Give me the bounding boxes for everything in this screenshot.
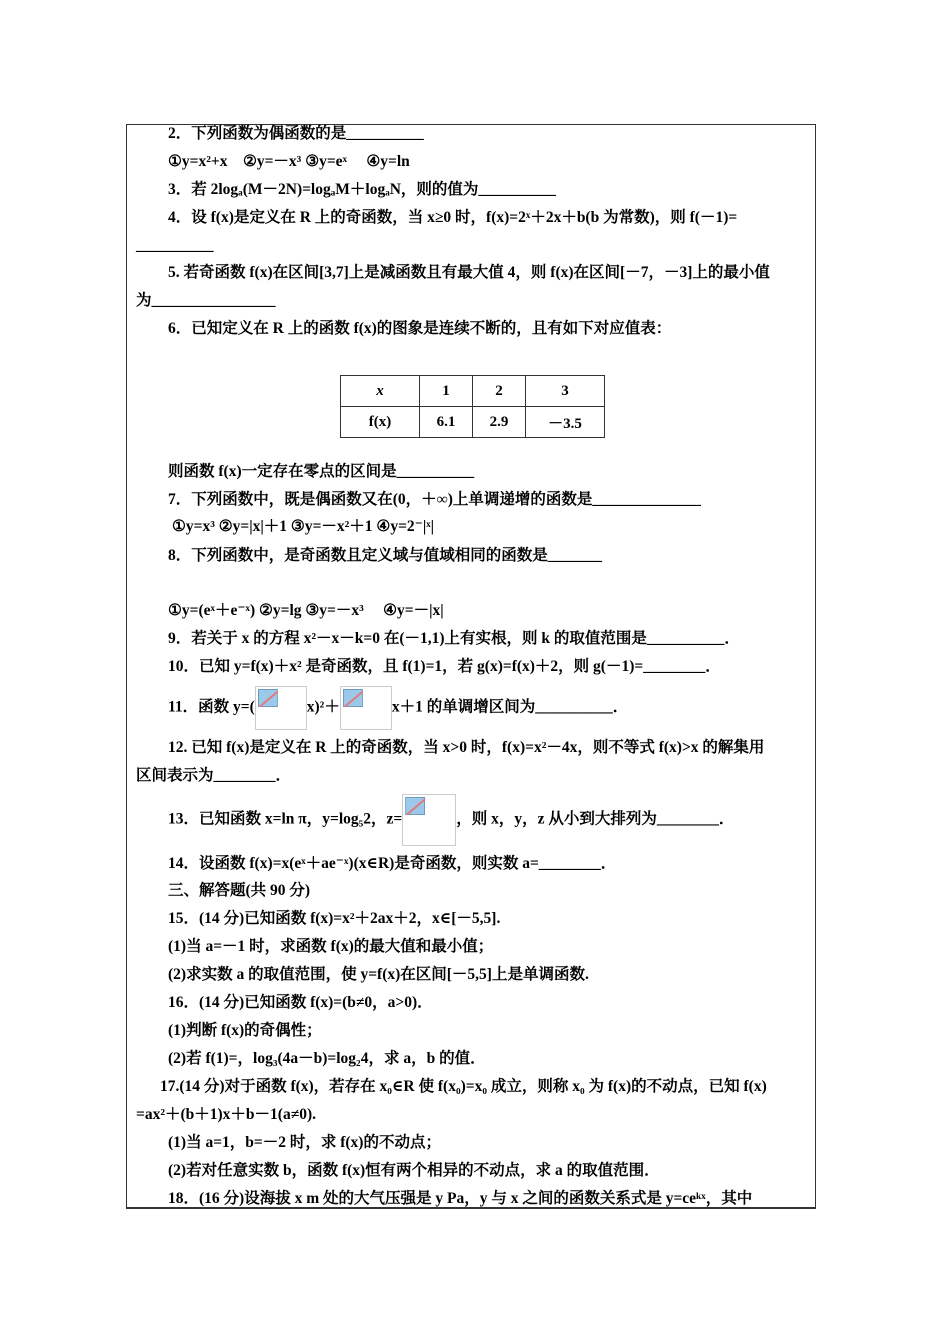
- table-cell: 3: [526, 376, 605, 407]
- q7-options: ①y=x³ ②y=|x|＋1 ③y=－x²＋1 ④y=2⁻|ˣ|: [172, 518, 435, 535]
- q2: 2．下列函数为偶函数的是__________: [168, 125, 424, 142]
- table-cell: 1: [420, 376, 473, 407]
- q5-cont: 为________________: [136, 292, 276, 309]
- q17-cont: =ax²＋(b＋1)x＋b－1(a≠0).: [136, 1106, 316, 1123]
- q10: 10．已知 y=f(x)＋x² 是奇函数，且 f(1)=1，若 g(x)=f(x)＋2，则 g(－1)=________．: [168, 658, 721, 675]
- table-cell: f(x): [341, 407, 420, 438]
- table-cell: 2.9: [473, 407, 526, 438]
- section-heading: 三、解答题(共 90 分): [168, 882, 311, 899]
- q16-part2: (2)若 f(1)=，log₃(4a－b)=log₂4，求 a，b 的值．: [168, 1050, 486, 1067]
- q9: 9．若关于 x 的方程 x²－x－k=0 在(－1,1)上有实根，则 k 的取值范围是__________．: [168, 630, 740, 647]
- q14: 14．设函数 f(x)=x(eˣ＋ae⁻ˣ)(x∈R)是奇函数，则实数 a=________．: [168, 855, 617, 872]
- q8: 8．下列函数中，是奇函数且定义域与值域相同的函数是_______: [168, 547, 603, 564]
- q11: [168, 686, 628, 730]
- q4: 4．设 f(x)是定义在 R 上的奇函数，当 x≥0 时，f(x)=2ˣ＋2x＋b(b 为常数)，则 f(－1)=: [168, 209, 738, 226]
- q18: 18．(16 分)设海拔 x m 处的大气压强是 y Pa，y 与 x 之间的函数关系式是 y=ceᵏˣ，其中: [168, 1190, 753, 1207]
- table-row: [341, 376, 605, 407]
- q11-text-c: x＋1 的单调增区间为__________．: [391, 698, 629, 716]
- q15-part1: (1)当 a=－1 时，求函数 f(x)的最大值和最小值；: [168, 938, 494, 955]
- q12: 12. 已知 f(x)是定义在 R 上的奇函数，当 x>0 时，f(x)=x²－4x，则不等式 f(x)>x 的解集用: [168, 739, 765, 756]
- broken-image-icon: [340, 686, 392, 730]
- q4-blank: __________: [136, 237, 214, 254]
- q3: 3．若 2logₐ(M－2N)=logₐM＋logₐN，则的值为__________: [168, 181, 556, 198]
- table-cell: －3.5: [526, 407, 605, 438]
- q6-cont: 则函数 f(x)一定存在零点的区间是__________: [168, 463, 475, 480]
- q6: 6．已知定义在 R 上的函数 f(x)的图象是连续不断的，且有如下对应值表：: [168, 320, 672, 337]
- q15-part2: (2)求实数 a 的取值范围，使 y=f(x)在区间[－5,5]上是单调函数.: [168, 966, 589, 983]
- q16: 16．(14 分)已知函数 f(x)=(b≠0，a>0)．: [168, 994, 433, 1011]
- q2-options: ①y=x²+x ②y=－x³ ③y=eˣ ④y=ln: [168, 153, 410, 170]
- q11-text-a: 11．函数 y=(: [168, 698, 255, 716]
- value-table: [340, 375, 605, 438]
- q15: 15．(14 分)已知函数 f(x)=x²＋2ax＋2，x∈[－5,5].: [168, 910, 501, 927]
- table-cell: x: [341, 376, 420, 407]
- broken-image-icon: [402, 794, 456, 846]
- q11-text-b: x)²＋: [306, 698, 340, 716]
- q7: 7．下列函数中，既是偶函数又在(0，＋∞)上单调递增的函数是______________: [168, 491, 701, 508]
- q8-options: ①y=(eˣ＋e⁻ˣ) ②y=lg ③y=－x³ ④y=－|x|: [168, 602, 444, 619]
- table-cell: 6.1: [420, 407, 473, 438]
- q17: 17.(14 分)对于函数 f(x)，若存在 x₀∈R 使 f(x₀)=x₀ 成立，则称 x₀ 为 f(x)的不动点，已知 f(x): [160, 1078, 767, 1095]
- q12-cont: 区间表示为________．: [136, 767, 292, 784]
- q13-text-a: 13．已知函数 x=ln π，y=log₅2，z=: [168, 810, 403, 828]
- broken-image-icon: [255, 686, 307, 730]
- q17-part1: (1)当 a=1，b=－2 时，求 f(x)的不动点；: [168, 1134, 441, 1151]
- q17-part2: (2)若对任意实数 b，函数 f(x)恒有两个相异的不动点，求 a 的取值范围．: [168, 1162, 660, 1179]
- q5: 5. 若奇函数 f(x)在区间[3,7]上是减函数且有最大值 4，则 f(x)在区间[－7，－3]上的最小值: [168, 264, 770, 281]
- q13-text-b: ，则 x，y，z 从小到大排列为________．: [456, 810, 735, 828]
- table-cell: 2: [473, 376, 526, 407]
- q16-part1: (1)判断 f(x)的奇偶性；: [168, 1022, 322, 1039]
- q13: [168, 794, 734, 846]
- table-row: [341, 407, 605, 438]
